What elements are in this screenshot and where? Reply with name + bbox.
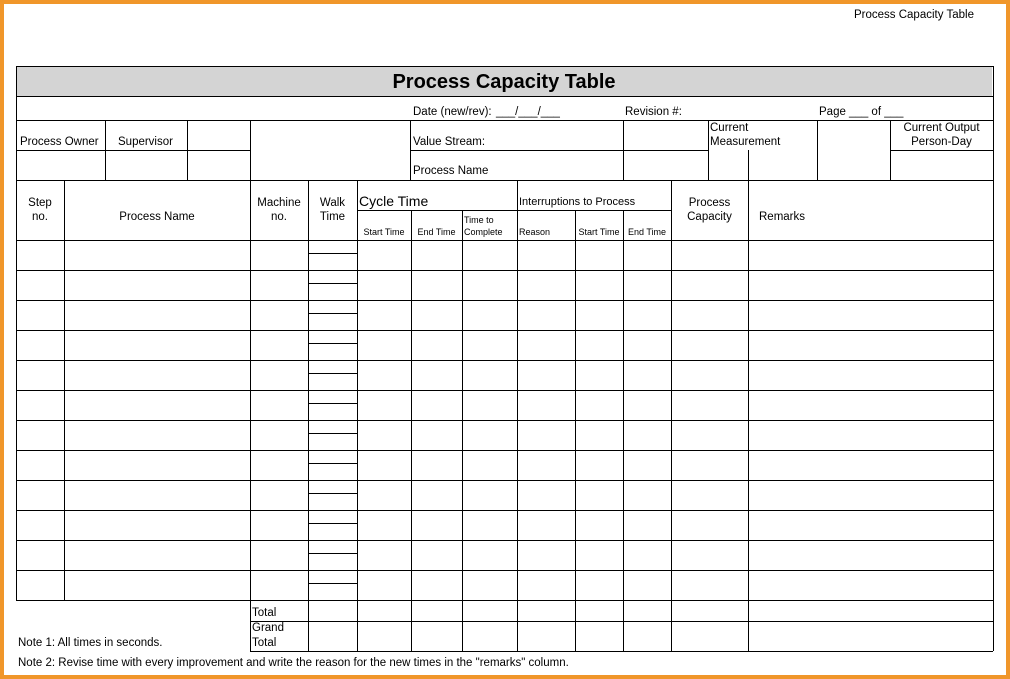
total-label: Total — [252, 607, 277, 619]
col-time-to-1: Time to — [464, 215, 494, 225]
note-1: Note 1: All times in seconds. — [18, 637, 163, 649]
col-walk-1: Walk — [319, 197, 346, 209]
info-row-line — [890, 150, 993, 151]
col-end-time: End Time — [417, 227, 456, 237]
table-row-line — [16, 360, 993, 361]
measurement-rule — [748, 180, 817, 181]
grid-line — [357, 180, 358, 651]
walk-subline — [308, 253, 357, 254]
table-right-border — [993, 66, 994, 651]
info-row-line — [16, 120, 993, 121]
table-row-line — [16, 540, 993, 541]
walk-subline — [308, 463, 357, 464]
table-row-line — [16, 300, 993, 301]
col-machine-1: Machine — [257, 197, 301, 209]
grid-line — [187, 120, 188, 180]
date-label: Date (new/rev): — [413, 106, 492, 118]
walk-subline — [308, 403, 357, 404]
col-int-start-time: Start Time — [578, 227, 620, 237]
title-bottom-border — [16, 96, 993, 97]
grid-line — [517, 210, 671, 211]
grid-line — [250, 180, 251, 651]
col-reason: Reason — [519, 227, 551, 237]
header-bottom-line — [16, 240, 993, 241]
col-machine-2: no. — [271, 211, 287, 223]
walk-subline — [308, 433, 357, 434]
walk-subline — [308, 343, 357, 344]
walk-subline — [308, 283, 357, 284]
walk-subline — [308, 553, 357, 554]
grid-line — [623, 210, 624, 651]
table-row-line — [16, 450, 993, 451]
header-top-line — [16, 180, 993, 181]
page-label: Page ___ of ___ — [819, 106, 904, 118]
table-row-line — [16, 570, 993, 571]
col-walk-2: Time — [319, 211, 346, 223]
table-row-line — [16, 510, 993, 511]
page-header: Process Capacity Table — [854, 9, 974, 21]
process-owner-label: Process Owner — [20, 136, 99, 148]
table-left-border — [16, 66, 17, 600]
table-top-border — [16, 66, 993, 67]
col-capacity-1: Process — [688, 197, 731, 209]
col-process-name: Process Name — [119, 211, 195, 223]
page-title: Process Capacity Table — [392, 71, 616, 93]
grid-line — [623, 120, 624, 180]
table-row-line — [16, 600, 993, 601]
date-blanks: ___/___/___ — [496, 106, 560, 118]
col-step-1: Step — [28, 197, 52, 209]
note-2: Note 2: Revise time with every improvement and write the reason for the new times in the "remarks" column. — [18, 657, 569, 669]
col-start-time: Start Time — [363, 227, 405, 237]
walk-subline — [308, 523, 357, 524]
grand-total-label-2: Total — [252, 637, 277, 649]
grid-line — [517, 180, 518, 651]
info-row-line — [16, 150, 250, 151]
current-output-label-2: Person-Day — [911, 136, 972, 148]
current-measurement-label-1: Current — [710, 122, 749, 134]
col-step-2: no. — [32, 211, 48, 223]
grid-line — [748, 150, 749, 180]
info-row-line — [410, 150, 708, 151]
walk-subline — [308, 313, 357, 314]
grand-total-bottom-line — [250, 651, 993, 652]
walk-subline — [308, 493, 357, 494]
table-row-line — [16, 420, 993, 421]
grid-line — [357, 210, 517, 211]
current-output-label-1: Current Output — [903, 122, 980, 134]
info-process-name-label: Process Name — [413, 165, 489, 177]
grid-line — [105, 120, 106, 180]
grid-line — [411, 210, 412, 651]
col-capacity-2: Capacity — [687, 211, 732, 223]
grid-line — [708, 120, 709, 180]
total-row-line — [250, 621, 993, 622]
grid-line — [671, 180, 672, 651]
walk-subline — [308, 583, 357, 584]
grid-line — [462, 210, 463, 651]
table-row-line — [16, 390, 993, 391]
col-remarks: Remarks — [759, 211, 806, 223]
supervisor-label: Supervisor — [118, 136, 173, 148]
col-int-end-time: End Time — [627, 227, 667, 237]
table-row-line — [16, 330, 993, 331]
walk-subline — [308, 373, 357, 374]
current-measurement-label-2: Measurement — [710, 136, 781, 148]
revision-label: Revision #: — [625, 106, 682, 118]
col-cycle-time: Cycle Time — [359, 193, 429, 209]
grid-line — [308, 180, 309, 651]
grid-line — [748, 180, 749, 651]
grid-line — [575, 210, 576, 651]
grid-line — [817, 120, 818, 180]
grand-total-label-1: Grand — [252, 622, 284, 634]
table-row-line — [16, 270, 993, 271]
table-row-line — [16, 480, 993, 481]
col-interruptions: Interruptions to Process — [519, 196, 636, 208]
grid-line — [250, 120, 251, 180]
grid-line — [410, 120, 411, 180]
col-time-to-2: Complete — [464, 227, 503, 237]
value-stream-label: Value Stream: — [413, 136, 486, 148]
